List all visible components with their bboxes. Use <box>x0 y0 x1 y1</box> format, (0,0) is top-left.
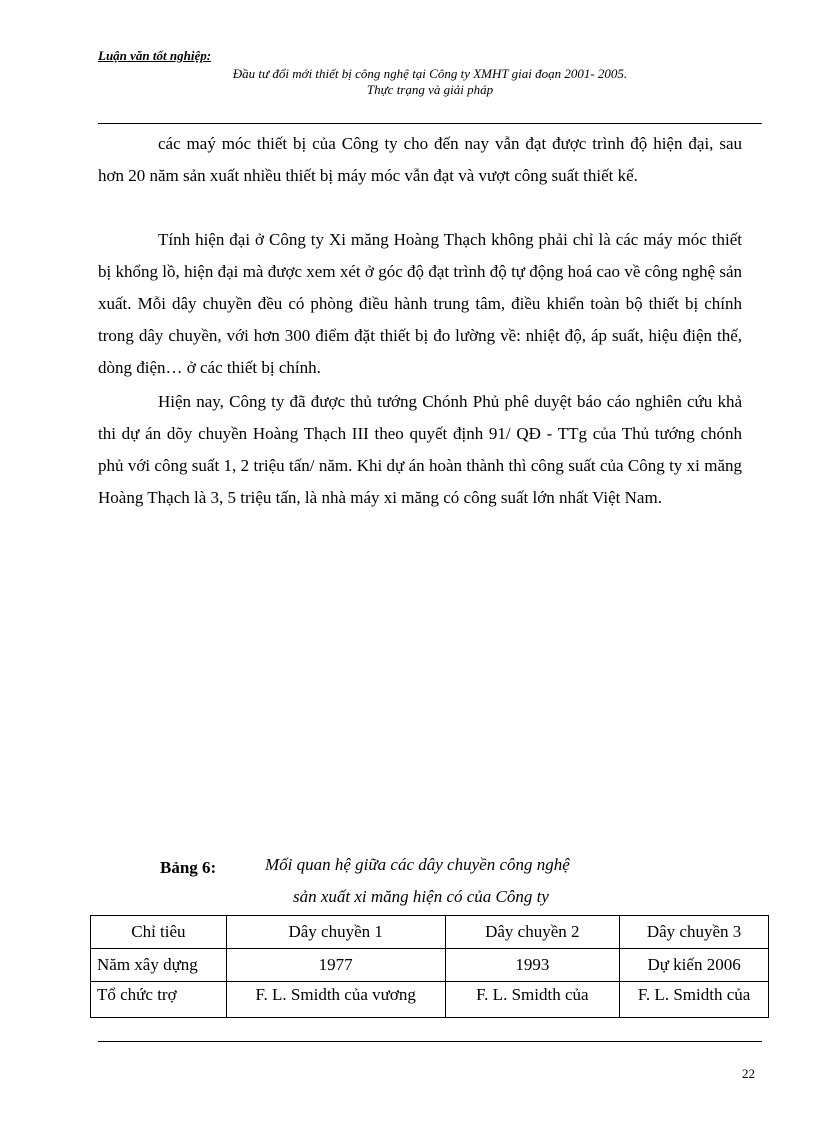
header-cell-line-1: Dây chuyền 1 <box>226 916 445 949</box>
header-cell-line-2: Dây chuyền 2 <box>445 916 620 949</box>
table-caption-line2: sản xuất xi măng hiện có của Công ty <box>293 887 549 906</box>
table-cell: 1993 <box>445 949 620 982</box>
table-row <box>91 949 769 982</box>
table-cell: F. L. Smidth của vương <box>226 982 445 1018</box>
header-cell-line-3: Dây chuyền 3 <box>620 916 769 949</box>
paragraph-2: Tính hiện đại ở Công ty Xi măng Hoàng Thạch không phải chỉ là các máy móc thiết bị khổng lồ, hiện đại mà được xem xét ở góc độ đạt trình độ tự động hoá cao về công nghệ sản xuất. Mỗi dây chuyền đều có phòng điều hành trung tâm, điều khiển toàn bộ thiết bị chính trong dây chuyền, với hơn 300 điểm đặt thiết bị đo lường về: nhiệt độ, áp suất, hiệu điện thế, dòng điện… ở các thiết bị chính. <box>98 230 742 377</box>
row-label-support-organization: Tổ chức trợ <box>91 982 227 1018</box>
header-divider <box>98 123 762 124</box>
header-subtitle-line1: Đầu tư đổi mới thiết bị công nghệ tại Công ty XMHT giai đoạn 2001- 2005. <box>232 66 628 81</box>
table-cell: 1977 <box>226 949 445 982</box>
page-number: 22 <box>742 1066 755 1081</box>
table-label: Bảng 6: <box>160 858 217 877</box>
paragraph-3: Hiện nay, Công ty đã được thủ tướng Chónh Phủ phê duyệt báo cáo nghiên cứu khả thi dự án dõy chuyền Hoàng Thạch III theo quyết định 91/ QĐ - TTg của Thủ tướng chónh phủ với công suất 1, 2 triệu tấn/ năm. Khi dự án hoàn thành thì công suất của Công ty xi măng Hoàng Thạch là 3, 5 triệu tấn, là nhà máy xi măng có công suất lớn nhất Việt Nam. <box>98 392 742 507</box>
footer-divider <box>98 1041 762 1042</box>
header-title: Luận văn tốt nghiệp: <box>98 48 212 63</box>
paragraph-1: các maý móc thiết bị của Công ty cho đến nay vẫn đạt được trình độ hiện đại, sau hơn 20 năm sản xuất nhiều thiết bị máy móc vẫn đạt và vượt công suất thiết kế. <box>98 134 742 185</box>
table-caption-line1: Mối quan hệ giữa các dây chuyền công nghệ <box>265 855 570 874</box>
row-label-construction-year: Năm xây dựng <box>91 949 227 982</box>
header-subtitle-line2: Thực trạng và giải pháp <box>366 82 494 97</box>
table-row <box>91 982 769 1018</box>
header-cell-criteria: Chỉ tiêu <box>91 916 227 949</box>
table-cell: F. L. Smidth của <box>445 982 620 1018</box>
table-header-row <box>91 916 769 949</box>
production-lines-table <box>90 915 769 1018</box>
table-cell: Dự kiến 2006 <box>620 949 769 982</box>
table-cell: F. L. Smidth của <box>620 982 769 1018</box>
